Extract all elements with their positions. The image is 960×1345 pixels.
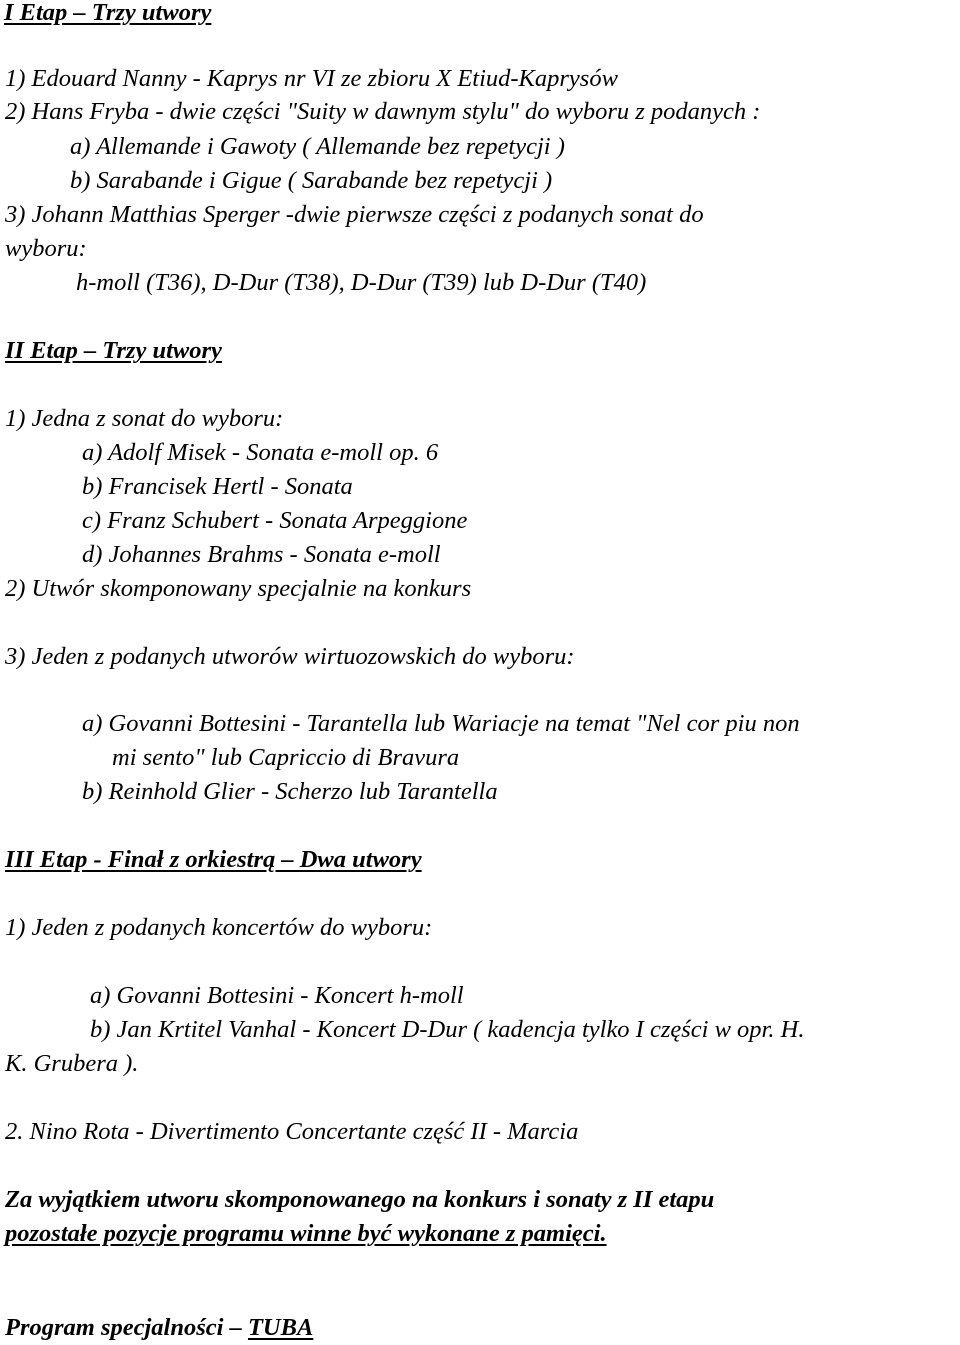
stage1-item-3-sonatas: h-moll (T36), D-Dur (T38), D-Dur (T39) lub D-Dur (T40) (76, 269, 647, 296)
stage2-item-1a: a) Adolf Misek - Sonata e-moll op. 6 (82, 439, 439, 466)
program-label: Program specjalności – (5, 1314, 248, 1341)
stage3-item-1b: b) Jan Krtitel Vanhal - Koncert D-Dur ( kadencja tylko I części w opr. H. (90, 1016, 805, 1043)
stage1-item-3-cont: wyboru: (5, 235, 87, 262)
stage1-item-1: 1) Edouard Nanny - Kaprys nr VI ze zbioru X Etiud-Kaprysów (5, 65, 618, 92)
stage3-item-1b-cont: K. Grubera ). (5, 1050, 139, 1077)
memory-note-line-2: pozostałe pozycje programu winne być wykonane z pamięci. (5, 1220, 607, 1247)
stage1-item-2b: b) Sarabande i Gigue ( Sarabande bez repetycji ) (70, 167, 553, 194)
stage1-item-2a: a) Allemande i Gawoty ( Allemande bez repetycji ) (70, 133, 565, 160)
memory-note-line-1: Za wyjątkiem utworu skomponowanego na konkurs i sonaty z II etapu (5, 1186, 715, 1213)
stage2-item-1: 1) Jedna z sonat do wyboru: (5, 405, 284, 432)
stage3-heading: III Etap - Finał z orkiestrą – Dwa utwory (5, 846, 422, 873)
stage1-heading: I Etap – Trzy utwory (4, 0, 212, 26)
stage2-item-3b: b) Reinhold Glier - Scherzo lub Tarantella (82, 778, 498, 805)
stage1-item-3: 3) Johann Matthias Sperger -dwie pierwsze części z podanych sonat do (5, 201, 704, 228)
stage2-item-2: 2) Utwór skomponowany specjalnie na konkurs (5, 575, 472, 602)
stage2-item-1b: b) Francisek Hertl - Sonata (82, 473, 353, 500)
program-specialty (5, 1313, 313, 1343)
stage2-item-3a: a) Govanni Bottesini - Tarantella lub Wariacje na temat "Nel cor piu non (82, 710, 800, 737)
program-instrument: TUBA (247, 1314, 314, 1341)
stage2-item-3: 3) Jeden z podanych utworów wirtuozowskich do wyboru: (5, 643, 575, 670)
stage2-item-1c: c) Franz Schubert - Sonata Arpeggione (82, 507, 468, 534)
stage3-item-2: 2. Nino Rota - Divertimento Concertante część II - Marcia (5, 1118, 579, 1145)
stage1-item-2: 2) Hans Fryba - dwie części "Suity w dawnym stylu" do wyboru z podanych : (5, 98, 761, 125)
stage2-heading: II Etap – Trzy utwory (5, 337, 222, 364)
stage2-item-1d: d) Johannes Brahms - Sonata e-moll (82, 541, 441, 568)
stage3-item-1: 1) Jeden z podanych koncertów do wyboru: (5, 914, 433, 941)
stage3-item-1a: a) Govanni Bottesini - Koncert h-moll (90, 982, 464, 1009)
stage2-item-3a-cont: mi sento" lub Capriccio di Bravura (112, 744, 460, 771)
